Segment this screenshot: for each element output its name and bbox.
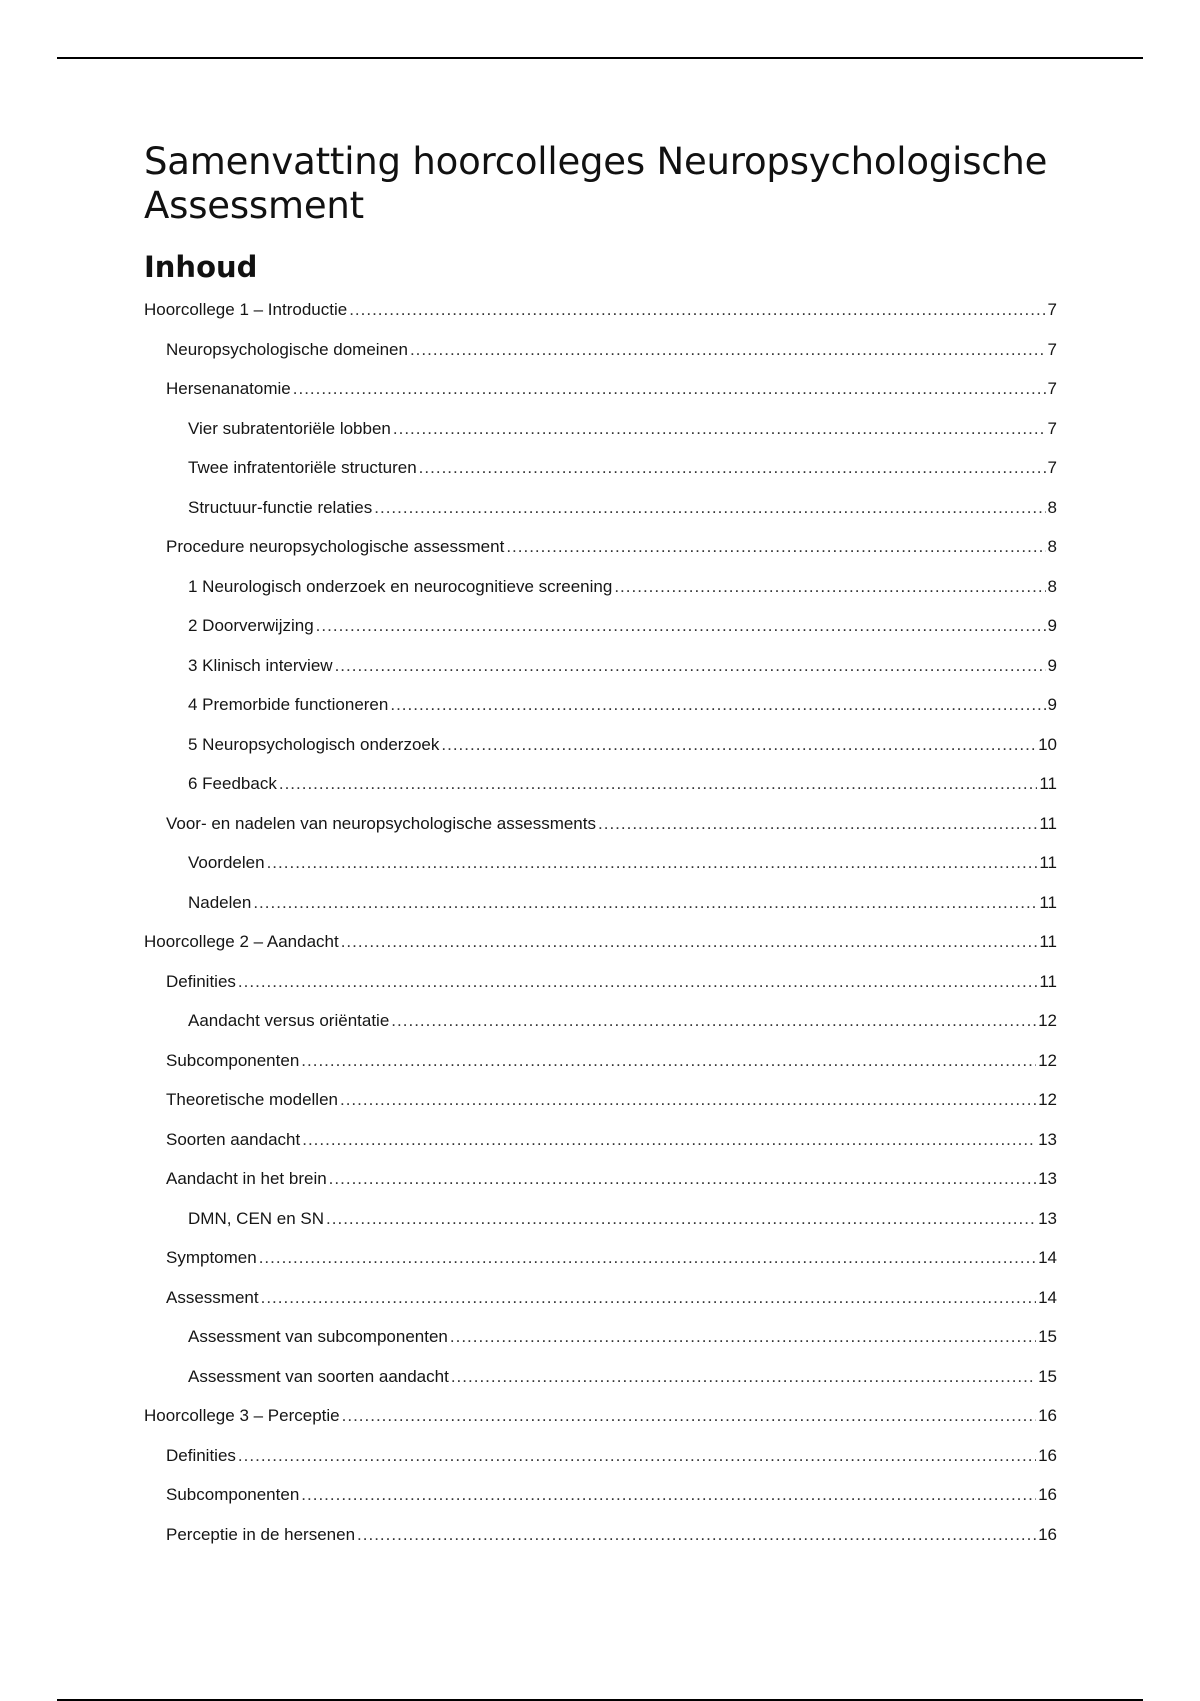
toc-entry-label[interactable]: Assessment [166, 1287, 259, 1307]
toc-entry[interactable] [144, 962, 1057, 1002]
toc-entry[interactable] [144, 409, 1057, 449]
toc-page-number: 13 [1038, 1129, 1057, 1149]
toc-page-number: 11 [1039, 971, 1057, 991]
toc-entry-label[interactable]: Nadelen [188, 892, 252, 912]
toc-entry[interactable] [144, 448, 1057, 488]
toc-page-number: 11 [1039, 813, 1057, 833]
toc-entry-label[interactable]: DMN, CEN en SN [188, 1208, 325, 1228]
toc-entry[interactable] [144, 290, 1057, 330]
toc-entry-label[interactable]: Hoorcollege 2 – Aandacht [144, 932, 339, 951]
table-of-contents [144, 290, 1057, 1554]
toc-entry[interactable] [144, 1475, 1057, 1515]
toc-dot-leader [614, 567, 1045, 607]
toc-entry-label[interactable]: Definities [166, 1445, 236, 1465]
toc-page-number: 9 [1047, 695, 1057, 714]
toc-page-number: 9 [1047, 616, 1057, 635]
toc-dot-leader [342, 1396, 1036, 1436]
toc-page-number: 15 [1038, 1366, 1057, 1386]
toc-page-number: 12 [1038, 1011, 1057, 1030]
toc-entry[interactable] [144, 1396, 1057, 1436]
page-content [144, 140, 1057, 1554]
toc-entry-label[interactable]: Twee infratentoriële structuren [188, 458, 417, 477]
toc-dot-leader [341, 922, 1038, 962]
toc-page-number: 7 [1047, 379, 1057, 398]
toc-entry[interactable] [144, 725, 1057, 765]
toc-dot-leader [598, 804, 1037, 844]
toc-page-number: 11 [1039, 774, 1057, 793]
toc-entry-label[interactable]: Symptomen [166, 1248, 257, 1267]
toc-entry[interactable] [144, 764, 1057, 804]
toc-page-number: 12 [1038, 1090, 1057, 1109]
toc-dot-leader [357, 1515, 1036, 1555]
toc-entry-label[interactable]: Definities [166, 971, 236, 991]
toc-entry[interactable] [144, 646, 1057, 686]
toc-page-number: 8 [1047, 497, 1057, 517]
toc-entry-label[interactable]: Soorten aandacht [166, 1129, 301, 1149]
toc-entry-label[interactable]: Vier subratentoriële lobben [188, 418, 391, 438]
toc-dot-leader [301, 1475, 1036, 1515]
toc-entry[interactable] [144, 883, 1057, 923]
toc-entry-label[interactable]: Structuur-functie relaties [188, 497, 373, 517]
toc-entry[interactable] [144, 1080, 1057, 1120]
toc-dot-leader [391, 1001, 1036, 1041]
document-title: Samenvatting hoorcolleges Neuropsychologische Assessment [144, 140, 1048, 227]
toc-dot-leader [238, 1436, 1036, 1476]
toc-entry-label[interactable]: Subcomponenten [166, 1050, 300, 1070]
toc-dot-leader [267, 843, 1038, 883]
toc-page-number: 14 [1038, 1287, 1057, 1307]
toc-entry-label[interactable]: Assessment van soorten aandacht [188, 1366, 449, 1386]
toc-entry-label[interactable]: Procedure neuropsychologische assessment [166, 537, 505, 556]
toc-entry-label[interactable]: Hoorcollege 3 – Perceptie [144, 1406, 340, 1425]
toc-page-number: 10 [1038, 734, 1057, 754]
toc-page-number: 16 [1038, 1445, 1057, 1465]
toc-entry-label[interactable]: Theoretische modellen [166, 1090, 338, 1109]
toc-entry[interactable] [144, 1436, 1057, 1476]
toc-entry[interactable] [144, 488, 1057, 528]
toc-entry[interactable] [144, 922, 1057, 962]
toc-entry-label[interactable]: Hersenanatomie [166, 379, 291, 398]
toc-entry[interactable] [144, 804, 1057, 844]
toc-entry[interactable] [144, 1238, 1057, 1278]
toc-dot-leader [410, 330, 1046, 370]
toc-page-number: 7 [1047, 418, 1057, 438]
toc-dot-leader [316, 606, 1046, 646]
toc-page-number: 15 [1038, 1327, 1057, 1346]
toc-dot-leader [393, 409, 1046, 449]
toc-page-number: 11 [1039, 853, 1057, 872]
toc-page-number: 16 [1038, 1485, 1057, 1504]
toc-dot-leader [419, 448, 1046, 488]
toc-entry-label[interactable]: 5 Neuropsychologisch onderzoek [188, 734, 440, 754]
toc-page-number: 14 [1038, 1248, 1057, 1267]
toc-entry[interactable] [144, 1199, 1057, 1239]
toc-entry-label[interactable]: Aandacht versus oriëntatie [188, 1011, 390, 1030]
toc-entry[interactable] [144, 527, 1057, 567]
toc-page-number: 16 [1038, 1406, 1057, 1425]
toc-page-number: 7 [1047, 339, 1057, 359]
toc-page-number: 13 [1038, 1169, 1057, 1188]
toc-page-number: 8 [1047, 537, 1057, 556]
toc-entry[interactable] [144, 1120, 1057, 1160]
toc-dot-leader [261, 1278, 1036, 1318]
toc-entry-label[interactable]: Voor- en nadelen van neuropsychologische assessments [166, 813, 596, 833]
toc-entry-label[interactable]: Aandacht in het brein [166, 1169, 327, 1188]
toc-entry-label[interactable]: Voordelen [188, 853, 265, 872]
toc-entry-label[interactable]: Subcomponenten [166, 1485, 300, 1504]
toc-entry[interactable] [144, 1317, 1057, 1357]
toc-dot-leader [253, 883, 1037, 923]
toc-page-number: 16 [1038, 1524, 1057, 1544]
toc-page-number: 11 [1039, 932, 1057, 951]
toc-entry[interactable] [144, 1159, 1057, 1199]
toc-entry[interactable] [144, 1001, 1057, 1041]
toc-entry-label[interactable]: 1 Neurologisch onderzoek en neurocognitieve screening [188, 576, 613, 596]
toc-page-number: 11 [1039, 892, 1057, 912]
toc-entry-label[interactable]: Assessment van subcomponenten [188, 1327, 448, 1346]
toc-dot-leader [335, 646, 1046, 686]
toc-page-number: 7 [1047, 458, 1057, 477]
toc-entry[interactable] [144, 330, 1057, 370]
toc-dot-leader [238, 962, 1037, 1002]
toc-entry[interactable] [144, 1515, 1057, 1555]
toc-dot-leader [340, 1080, 1036, 1120]
toc-entry[interactable] [144, 606, 1057, 646]
toc-dot-leader [301, 1041, 1036, 1081]
toc-entry[interactable] [144, 1041, 1057, 1081]
toc-dot-leader [279, 764, 1038, 804]
toc-entry[interactable] [144, 567, 1057, 607]
toc-page-number: 7 [1047, 300, 1057, 319]
toc-dot-leader [329, 1159, 1036, 1199]
toc-dot-leader [441, 725, 1036, 765]
toc-dot-leader [349, 290, 1045, 330]
toc-dot-leader [390, 685, 1045, 725]
toc-entry[interactable] [144, 1357, 1057, 1397]
toc-entry-label[interactable]: 6 Feedback [188, 774, 277, 793]
toc-entry-label[interactable]: Hoorcollege 1 – Introductie [144, 300, 348, 319]
toc-dot-leader [450, 1317, 1036, 1357]
toc-entry[interactable] [144, 369, 1057, 409]
toc-entry-label[interactable]: Neuropsychologische domeinen [166, 339, 408, 359]
toc-entry-label[interactable]: 2 Doorverwijzing [188, 616, 314, 635]
toc-entry[interactable] [144, 685, 1057, 725]
toc-entry[interactable] [144, 843, 1057, 883]
toc-page-number: 13 [1038, 1208, 1057, 1228]
toc-page-number: 8 [1047, 576, 1057, 596]
toc-entry-label[interactable]: 4 Premorbide functioneren [188, 695, 389, 714]
toc-dot-leader [259, 1238, 1036, 1278]
toc-dot-leader [451, 1357, 1036, 1397]
toc-heading: Inhoud [144, 250, 258, 284]
header-rule [57, 57, 1143, 59]
toc-dot-leader [506, 527, 1045, 567]
toc-dot-leader [374, 488, 1045, 528]
toc-entry-label[interactable]: Perceptie in de hersenen [166, 1524, 356, 1544]
toc-entry[interactable] [144, 1278, 1057, 1318]
toc-entry-label[interactable]: 3 Klinisch interview [188, 655, 333, 675]
toc-page-number: 9 [1047, 655, 1057, 675]
toc-dot-leader [293, 369, 1046, 409]
toc-dot-leader [326, 1199, 1036, 1239]
toc-dot-leader [302, 1120, 1036, 1160]
toc-page-number: 12 [1038, 1050, 1057, 1070]
